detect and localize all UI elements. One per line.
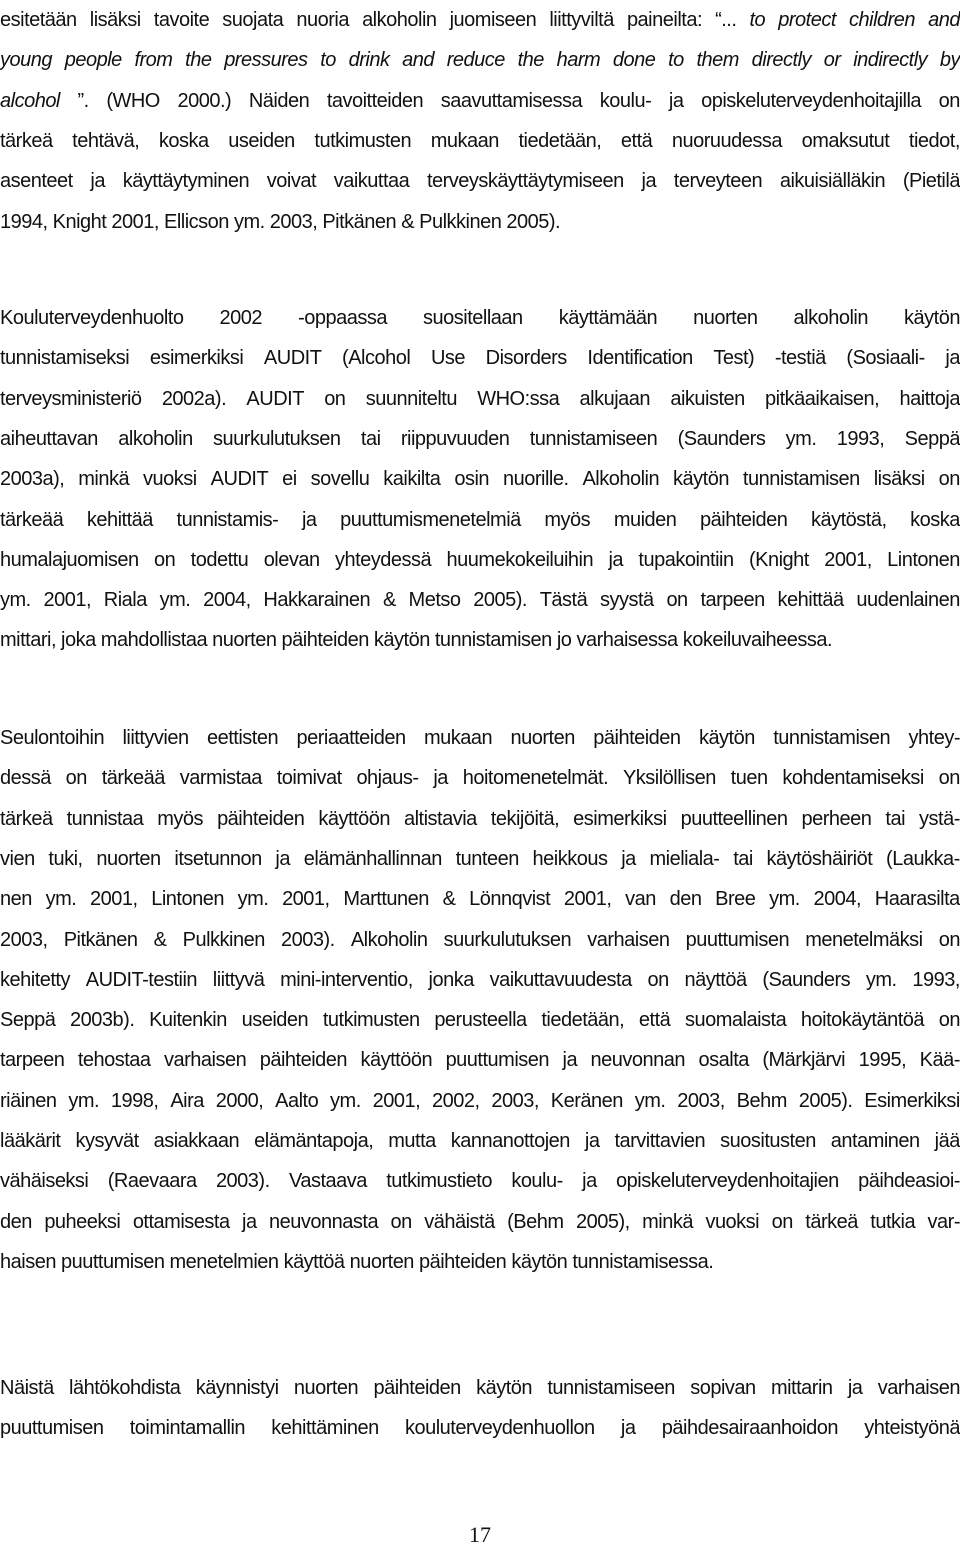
text-span: 1994, Knight 2001, Ellicson ym. 2003, Pitkänen & Pulkkinen 2005).: [0, 210, 561, 233]
text-line: young people from the pressures to drink and reduce the harm done to them directly or indirectly by: [0, 49, 960, 72]
text-line: tärkeä tehtävä, koska useiden tutkimusten mukaan tiedetään, että nuoruudessa omaksutut tiedot,: [0, 129, 960, 152]
text-line: vähäiseksi (Raevaara 2003). Vastaava tutkimustieto koulu- ja opiskeluterveydenhoitajien päihdeasioi-: [0, 1170, 960, 1193]
text-line: tärkeää kehittää tunnistamis- ja puuttumismenetelmiä myös muiden päihteiden käytöstä, koska: [0, 508, 960, 531]
text-line: dessä on tärkeää varmistaa toimivat ohjaus- ja hoitomenetelmät. Yksilöllisen tuen kohdentamiseksi on: [0, 767, 960, 790]
text-line: puuttumisen toimintamallin kehittäminen kouluterveydenhuollon ja päihdesairaanhoidon yhteistyönä: [0, 1417, 960, 1440]
text-line: tarpeen tehostaa varhaisen päihteiden käyttöön puuttumisen ja neuvonnan osalta (Märkjärvi 1995, Kää-: [0, 1049, 960, 1072]
text-line: lääkärit kysyvät asiakkaan elämäntapoja, mutta kannanottojen ja tarvittavien suositusten antaminen jää: [0, 1130, 960, 1152]
text-line: riäinen ym. 1998, Aira 2000, Aalto ym. 2001, 2002, 2003, Keränen ym. 2003, Behm 2005). Esimerkiksi: [0, 1089, 960, 1112]
text-line: tärkeä tunnistaa myös päihteiden käyttöön altistavia tekijöitä, esimerkiksi puutteellinen perheen tai ystä-: [0, 807, 960, 830]
text-line: 2003a), minkä vuoksi AUDIT ei sovellu kaikilta osin nuorille. Alkoholin käytön tunnistamisen lisäksi on: [0, 468, 960, 491]
text-line: humalajuomisen on todettu olevan yhteydessä huumekokeiluihin ja tupakointiin (Knight 2001, Lintonen: [0, 548, 960, 571]
text-line: esitetään lisäksi tavoite suojata nuoria alkoholin juomiseen liittyviltä paineilta: “... to protect children and: [0, 9, 960, 31]
text-line: asenteet ja käyttäytyminen voivat vaikuttaa terveyskäyttäytymiseen ja terveyteen aikuisiälläkin (Pietilä: [0, 170, 960, 193]
text-line: Näistä lähtökohdista käynnistyi nuorten päihteiden käytön tunnistamiseen sopivan mittarin ja varhaisen: [0, 1377, 960, 1399]
text-line: [0, 202, 960, 242]
text-line: Kouluterveydenhuolto 2002 -oppaassa suositellaan käyttämään nuorten alkoholin käytön: [0, 307, 960, 329]
text-line: Seulontoihin liittyvien eettisten periaatteiden mukaan nuorten päihteiden käytön tunnistamisen yhtey-: [0, 727, 960, 749]
text-line: nen ym. 2001, Lintonen ym. 2001, Marttunen & Lönnqvist 2001, van den Bree ym. 2004, Haarasilta: [0, 888, 960, 911]
text-line: alcohol ”. (WHO 2000.) Näiden tavoitteiden saavuttamisessa koulu- ja opiskeluterveydenhoitajilla on: [0, 89, 960, 112]
text-line: vien tuki, nuorten itsetunnon ja elämänhallinnan tunteen heikkous ja mieliala- tai käytöshäiriöt (Laukka-: [0, 847, 960, 870]
text-line: [0, 620, 960, 660]
text-line: kehitetty AUDIT-testiin liittyvä mini-interventio, jonka vaikuttavuudesta on näyttöä (Saunders ym. 1993,: [0, 968, 960, 991]
text-span: mittari, joka mahdollistaa nuorten päihteiden käytön tunnistamisen jo varhaisessa kokeiluvaiheessa.: [0, 629, 833, 652]
text-line: Seppä 2003b). Kuitenkin useiden tutkimusten perusteella tiedetään, että suomalaista hoitokäytäntöä on: [0, 1009, 960, 1032]
text-line: ym. 2001, Riala ym. 2004, Hakkarainen & Metso 2005). Tästä syystä on tarpeen kehittää uudenlainen: [0, 589, 960, 612]
text-line: terveysministeriö 2002a). AUDIT on suunniteltu WHO:ssa alkujaan aikuisten pitkäaikaisen, haittoja: [0, 387, 960, 410]
page-number: 17: [469, 1522, 491, 1547]
text-span: haisen puuttumisen menetelmien käyttöä nuorten päihteiden käytön tunnistamisessa.: [0, 1250, 714, 1273]
text-line: aiheuttavan alkoholin suurkulutuksen tai riippuvuuden tunnistamiseen (Saunders ym. 1993, Seppä: [0, 427, 960, 450]
text-line: den puheeksi ottamisesta ja neuvonnasta on vähäistä (Behm 2005), minkä vuoksi on tärkeä tutkia var-: [0, 1210, 960, 1233]
text-line: tunnistamiseksi esimerkiksi AUDIT (Alcohol Use Disorders Identification Test) -testiä (Sosiaali- ja: [0, 347, 960, 370]
text-line: [0, 1242, 960, 1282]
text-line: 2003, Pitkänen & Pulkkinen 2003). Alkoholin suurkulutuksen varhaisen puuttumisen menetelmäksi on: [0, 928, 960, 951]
